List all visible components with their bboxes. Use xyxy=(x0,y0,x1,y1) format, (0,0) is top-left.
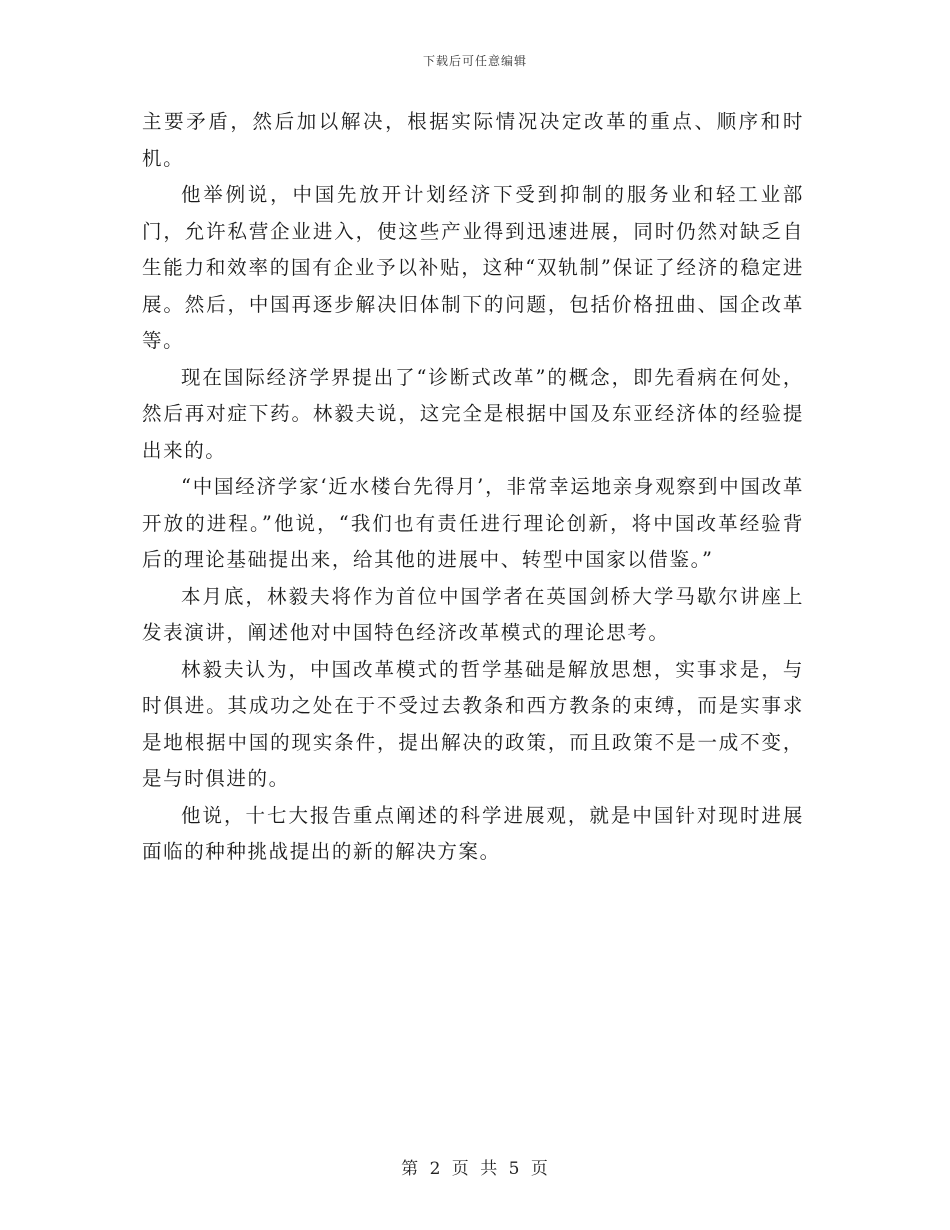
page-header-note: 下载后可任意编辑 xyxy=(422,54,527,68)
paragraph: “中国经济学家‘近水楼台先得月’，非常幸运地亲身观察到中国改革开放的进程。”他说，“我们也有责任进行理论创新，将中国改革经验背后的理论基础提出来，给其他的进展中、转型中国家以借鉴。” xyxy=(142,475,804,571)
paragraph: 他举例说，中国先放开计划经济下受到抑制的服务业和轻工业部门，允许私营企业进入，使这些产业得到迅速进展，同时仍然对缺乏自生能力和效率的国有企业予以补贴，这种“双轨制”保证了经济的稳定进展。然后，中国再逐步解决旧体制下的问题，包括价格扭曲、国企改革等。 xyxy=(142,183,804,352)
paragraph: 现在国际经济学界提出了“诊断式改革”的概念，即先看病在何处，然后再对症下药。林毅夫说，这完全是根据中国及东亚经济体的经验提出来的。 xyxy=(142,365,804,462)
paragraph: 林毅夫认为，中国改革模式的哲学基础是解放思想，实事求是，与时俱进。其成功之处在于不受过去教条和西方教条的束缚，而是实事求是地根据中国的现实条件，提出解决的政策，而且政策不是一成不变，是与时俱进的。 xyxy=(142,657,804,790)
paragraph: 主要矛盾，然后加以解决，根据实际情况决定改革的重点、顺序和时机。 xyxy=(142,110,804,170)
paragraph: 他说，十七大报告重点阐述的科学进展观，就是中国针对现时进展面临的种种挑战提出的新的解决方案。 xyxy=(142,803,804,863)
paragraph: 本月底，林毅夫将作为首位中国学者在英国剑桥大学马歇尔讲座上发表演讲，阐述他对中国特色经济改革模式的理论思考。 xyxy=(142,584,804,644)
document-body xyxy=(142,104,804,871)
page-number: 第 2 页 共 5 页 xyxy=(401,1159,549,1179)
